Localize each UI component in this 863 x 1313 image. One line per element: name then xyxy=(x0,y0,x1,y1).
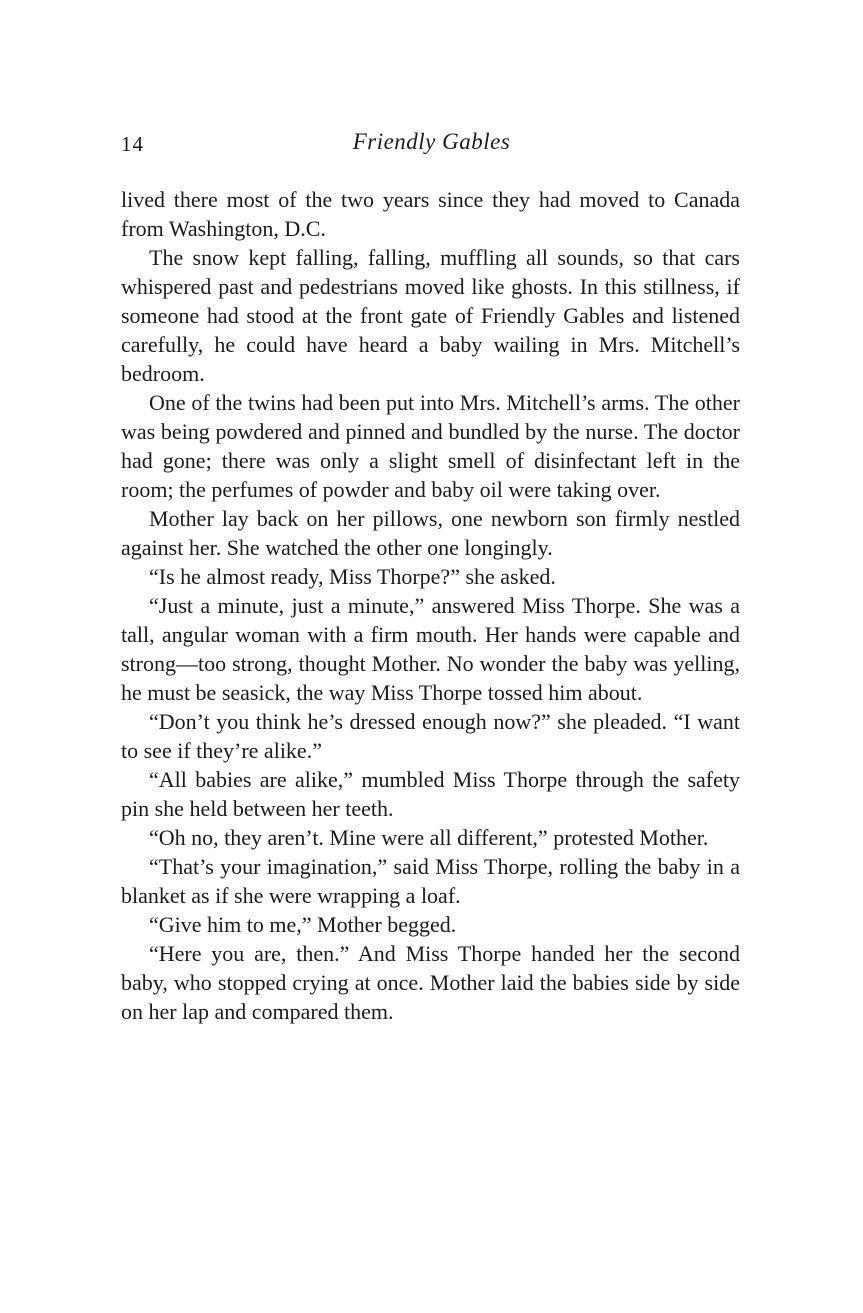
paragraph: lived there most of the two years since they had moved to Canada from Washington, D.C. xyxy=(121,187,740,241)
paragraph: “Oh no, they aren’t. Mine were all different,” protested Mother. xyxy=(149,825,709,850)
running-head xyxy=(0,129,863,159)
page-text xyxy=(121,185,740,1026)
paragraph: “Don’t you think he’s dressed enough now?” she pleaded. “I want to see if they’re alike.” xyxy=(121,709,740,763)
paragraph: “Give him to me,” Mother begged. xyxy=(149,912,457,937)
paragraph: “All babies are alike,” mumbled Miss Thorpe through the safety pin she held between her teeth. xyxy=(121,767,740,821)
paragraph: “Here you are, then.” And Miss Thorpe handed her the second baby, who stopped crying at once. Mother laid the babies side by side on her lap and compared them. xyxy=(121,941,740,1024)
page-number: 14 xyxy=(121,132,144,156)
paragraph: One of the twins had been put into Mrs. Mitchell’s arms. The other was being powdered and pinned and bundled by the nurse. The doctor had gone; there was only a slight smell of disinfectant left in the room; the perfumes of powder and baby oil were taking over. xyxy=(121,390,740,502)
paragraph: “Just a minute, just a minute,” answered Miss Thorpe. She was a tall, angular woman with a firm mouth. Her hands were capable and strong—too strong, thought Mother. No wonder the baby was yelling, he must be seasick, the way Miss Thorpe tossed him about. xyxy=(121,593,740,705)
paragraph: The snow kept falling, falling, muffling all sounds, so that cars whispered past and pedestrians moved like ghosts. In this stillness, if someone had stood at the front gate of Friendly Gables and listened carefully, he could have heard a baby wailing in Mrs. Mitchell’s bedroom. xyxy=(121,245,740,386)
paragraph: “That’s your imagination,” said Miss Thorpe, rolling the baby in a blanket as if she were wrapping a loaf. xyxy=(121,854,740,908)
paragraph: “Is he almost ready, Miss Thorpe?” she asked. xyxy=(149,564,556,589)
running-title: Friendly Gables xyxy=(352,129,511,154)
paragraph: Mother lay back on her pillows, one newborn son firmly nestled against her. She watched the other one longingly. xyxy=(121,506,740,560)
